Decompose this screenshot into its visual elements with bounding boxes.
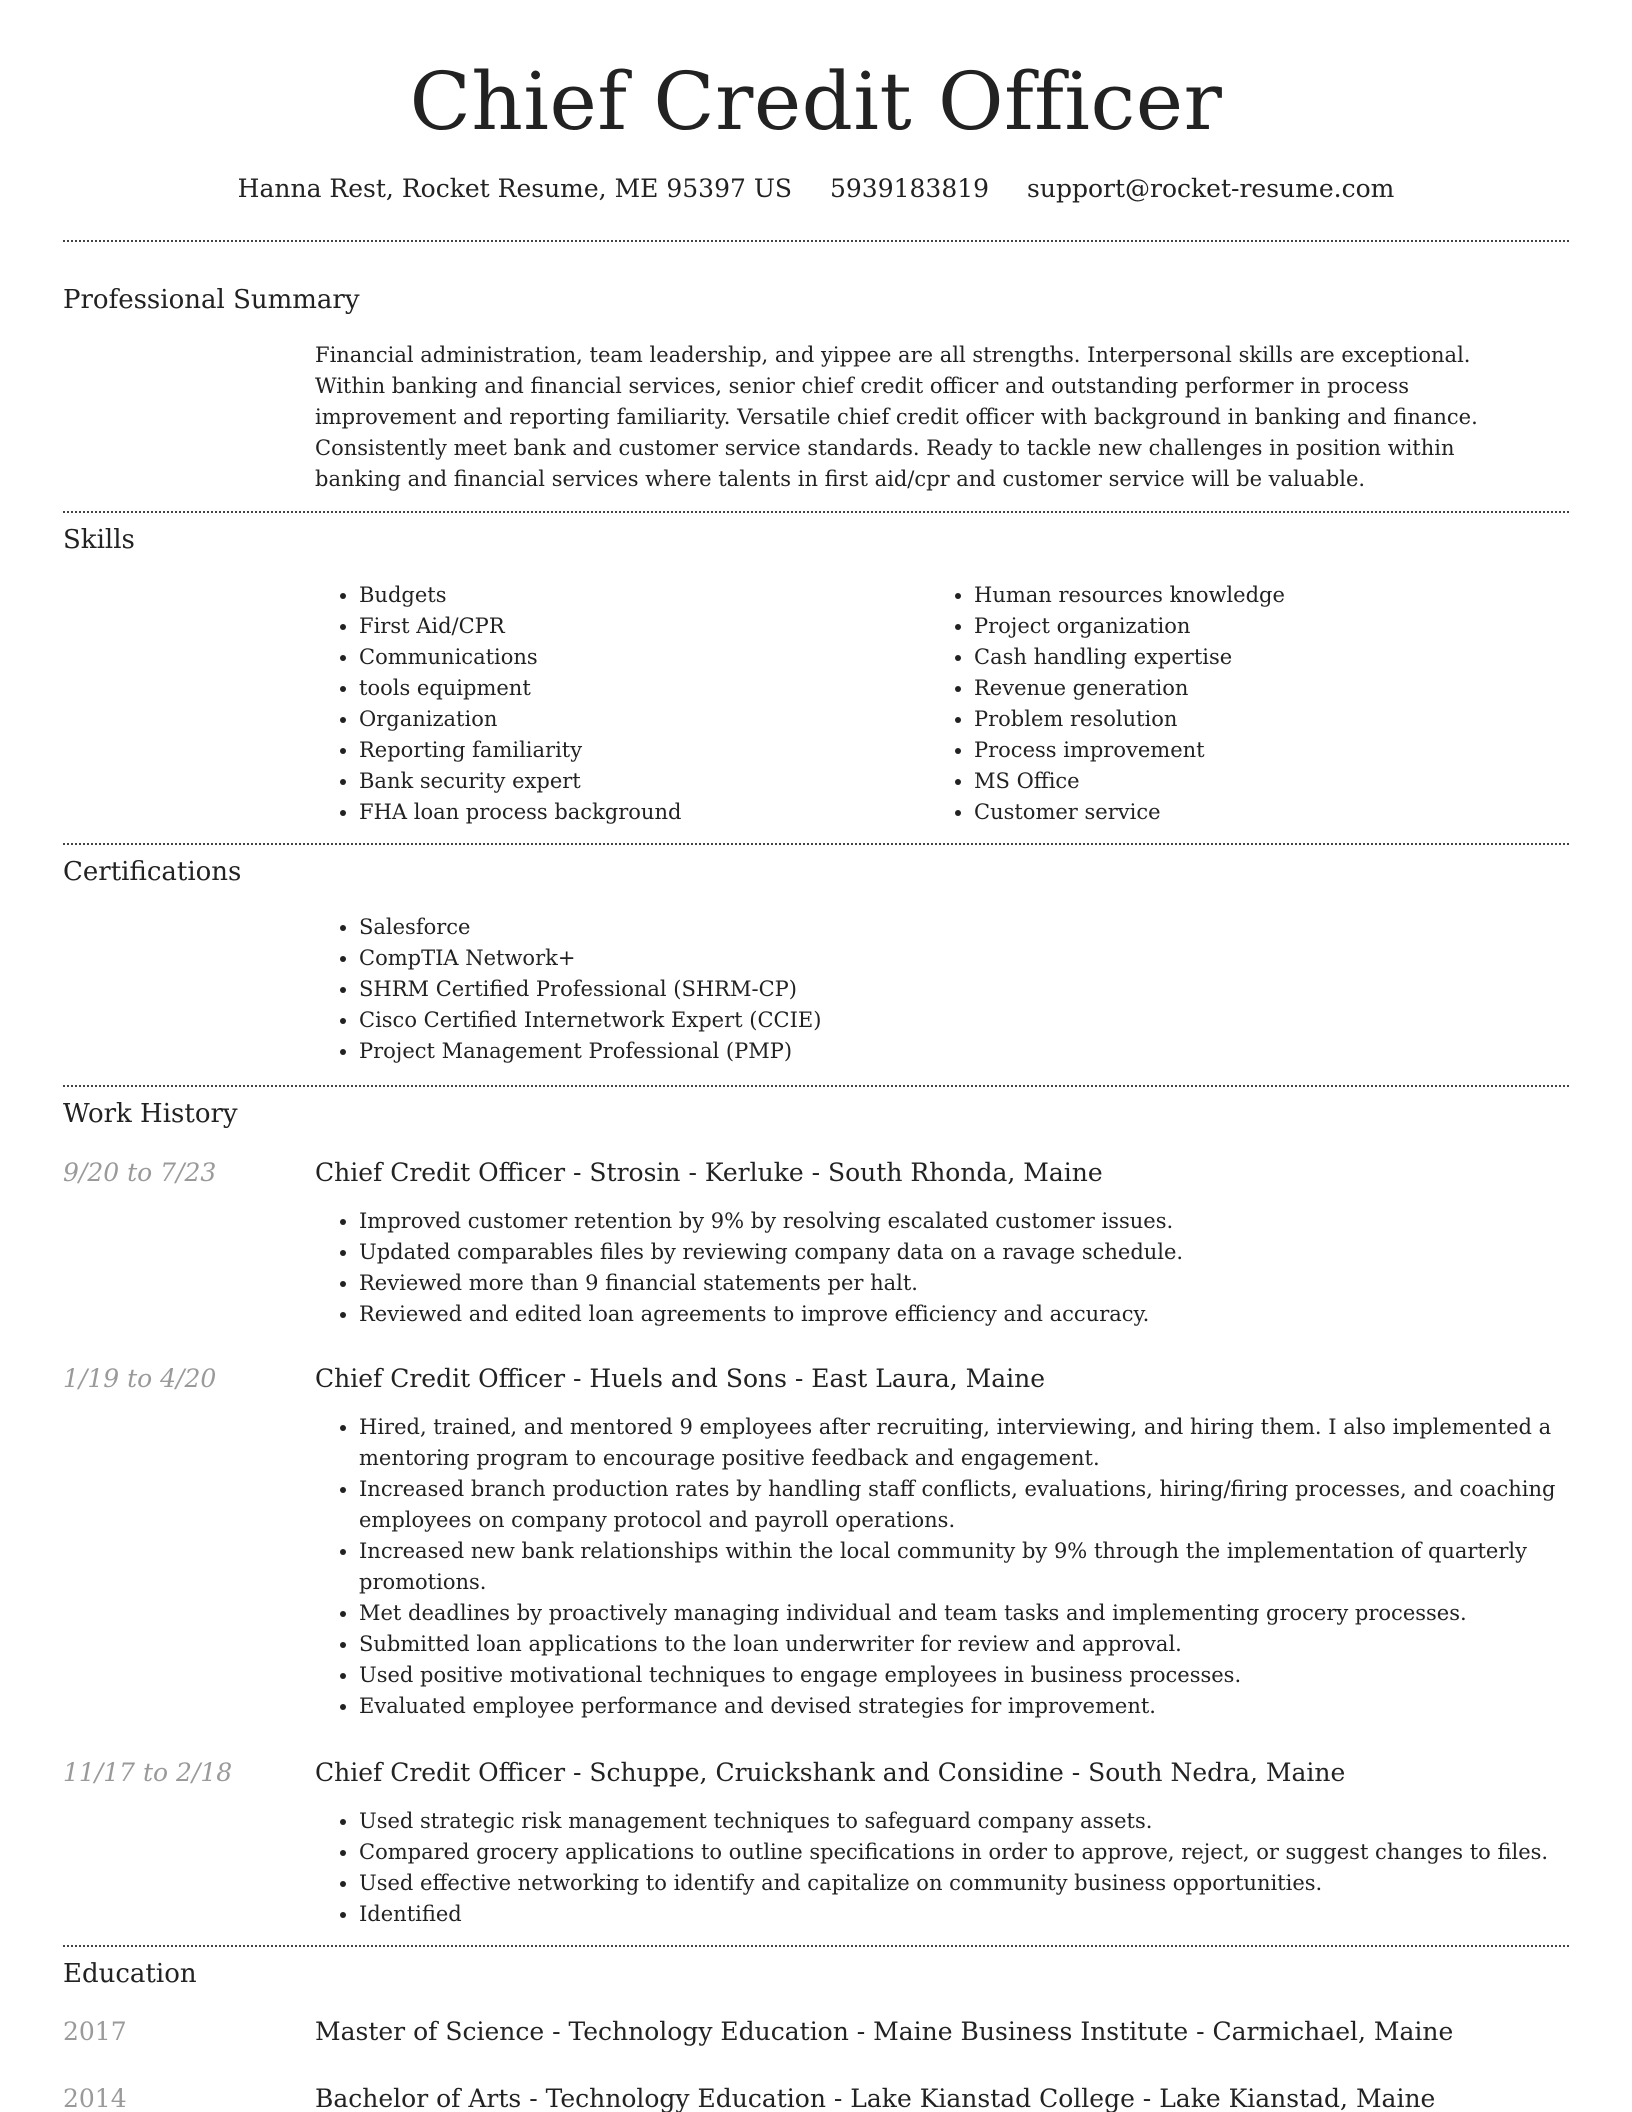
section-title-summary: Professional Summary xyxy=(63,285,360,315)
divider xyxy=(63,843,1569,845)
list-item: • Cash handling expertise xyxy=(974,642,1534,673)
list-item: • Cisco Certified Internetwork Expert (CCIE) xyxy=(359,1005,1559,1036)
list-item: • Compared grocery applications to outline specifications in order to approve, reject, or suggest changes to files. xyxy=(359,1837,1579,1868)
job-dates: 11/17 to 2/18 xyxy=(63,1758,233,1787)
job-title: Chief Credit Officer - Schuppe, Cruickshank and Considine - South Nedra, Maine xyxy=(315,1758,1346,1787)
job-title: Chief Credit Officer - Strosin - Kerluke - South Rhonda, Maine xyxy=(315,1158,1103,1187)
list-item: • tools equipment xyxy=(359,673,919,704)
list-item: • Improved customer retention by 9% by resolving escalated customer issues. xyxy=(359,1206,1579,1237)
education-year: 2014 xyxy=(63,2084,127,2112)
list-item: • Reporting familiarity xyxy=(359,735,919,766)
section-title-work-history: Work History xyxy=(63,1099,238,1129)
list-item: • Identified xyxy=(359,1899,1579,1930)
skills-list-left xyxy=(315,580,919,828)
certifications-list xyxy=(315,912,1559,1067)
section-title-education: Education xyxy=(63,1959,197,1989)
list-item: • Used effective networking to identify and capitalize on community business opportunities. xyxy=(359,1868,1579,1899)
contact-email: support@rocket-resume.com xyxy=(1027,174,1395,203)
section-title-skills: Skills xyxy=(63,525,135,555)
list-item: • Increased new bank relationships within the local community by 9% through the implementation of quarterly promotions. xyxy=(359,1536,1579,1598)
list-item: • Evaluated employee performance and devised strategies for improvement. xyxy=(359,1691,1579,1722)
list-item: • Project organization xyxy=(974,611,1534,642)
divider xyxy=(63,1085,1569,1087)
job-dates: 1/19 to 4/20 xyxy=(63,1364,217,1393)
list-item: • Reviewed and edited loan agreements to improve efficiency and accuracy. xyxy=(359,1299,1579,1330)
section-title-certifications: Certifications xyxy=(63,857,242,887)
list-item: • Bank security expert xyxy=(359,766,919,797)
list-item: • Reviewed more than 9 financial statements per halt. xyxy=(359,1268,1579,1299)
job-bullets xyxy=(315,1206,1579,1330)
list-item: • Updated comparables files by reviewing company data on a ravage schedule. xyxy=(359,1237,1579,1268)
divider xyxy=(63,240,1569,242)
list-item: • Revenue generation xyxy=(974,673,1534,704)
contact-address: Hanna Rest, Rocket Resume, ME 95397 US xyxy=(237,174,793,203)
education-degree: Master of Science - Technology Education - Maine Business Institute - Carmichael, Maine xyxy=(315,2017,1454,2046)
contact-phone: 5939183819 xyxy=(830,174,990,203)
list-item: • Process improvement xyxy=(974,735,1534,766)
list-item: • Used positive motivational techniques to engage employees in business processes. xyxy=(359,1660,1579,1691)
divider xyxy=(63,1945,1569,1947)
job-bullets xyxy=(315,1806,1579,1930)
list-item: • FHA loan process background xyxy=(359,797,919,828)
job-dates: 9/20 to 7/23 xyxy=(63,1158,217,1187)
list-item: • SHRM Certified Professional (SHRM-CP) xyxy=(359,974,1559,1005)
list-item: • MS Office xyxy=(974,766,1534,797)
list-item: • Submitted loan applications to the loan underwriter for review and approval. xyxy=(359,1629,1579,1660)
list-item: • Customer service xyxy=(974,797,1534,828)
list-item: • First Aid/CPR xyxy=(359,611,919,642)
divider xyxy=(63,511,1569,513)
skills-list-right xyxy=(930,580,1534,828)
list-item: • Communications xyxy=(359,642,919,673)
list-item: • Budgets xyxy=(359,580,919,611)
list-item: • Hired, trained, and mentored 9 employees after recruiting, interviewing, and hiring them. I also implemented a mentoring program to encourage positive feedback and engagement. xyxy=(359,1412,1579,1474)
list-item: • Increased branch production rates by handling staff conflicts, evaluations, hiring/firing processes, and coaching employees on company protocol and payroll operations. xyxy=(359,1474,1579,1536)
summary-text: Financial administration, team leadership, and yippee are all strengths. Interpersonal skills are exceptional. Within banking and financial services, senior chief credit officer and outstanding performer in process improvement and reporting familiarity. Versatile chief credit officer with background in banking and finance. Consistently meet bank and customer service standards. Ready to tackle new challenges in position within banking and financial services where talents in first aid/cpr and customer service will be valuable. xyxy=(315,343,1478,491)
list-item: • CompTIA Network+ xyxy=(359,943,1559,974)
list-item: • Used strategic risk management techniques to safeguard company assets. xyxy=(359,1806,1579,1837)
list-item: • Met deadlines by proactively managing individual and team tasks and implementing grocery processes. xyxy=(359,1598,1579,1629)
list-item: • Organization xyxy=(359,704,919,735)
list-item: • Problem resolution xyxy=(974,704,1534,735)
candidate-name: Chief Credit Officer xyxy=(409,55,1223,148)
education-year: 2017 xyxy=(63,2017,127,2046)
list-item: • Human resources knowledge xyxy=(974,580,1534,611)
job-bullets xyxy=(315,1412,1579,1722)
list-item: • Project Management Professional (PMP) xyxy=(359,1036,1559,1067)
job-title: Chief Credit Officer - Huels and Sons - East Laura, Maine xyxy=(315,1364,1046,1393)
contact-line xyxy=(0,170,1632,208)
list-item: • Salesforce xyxy=(359,912,1559,943)
education-degree: Bachelor of Arts - Technology Education - Lake Kianstad College - Lake Kianstad, Maine xyxy=(315,2084,1436,2112)
